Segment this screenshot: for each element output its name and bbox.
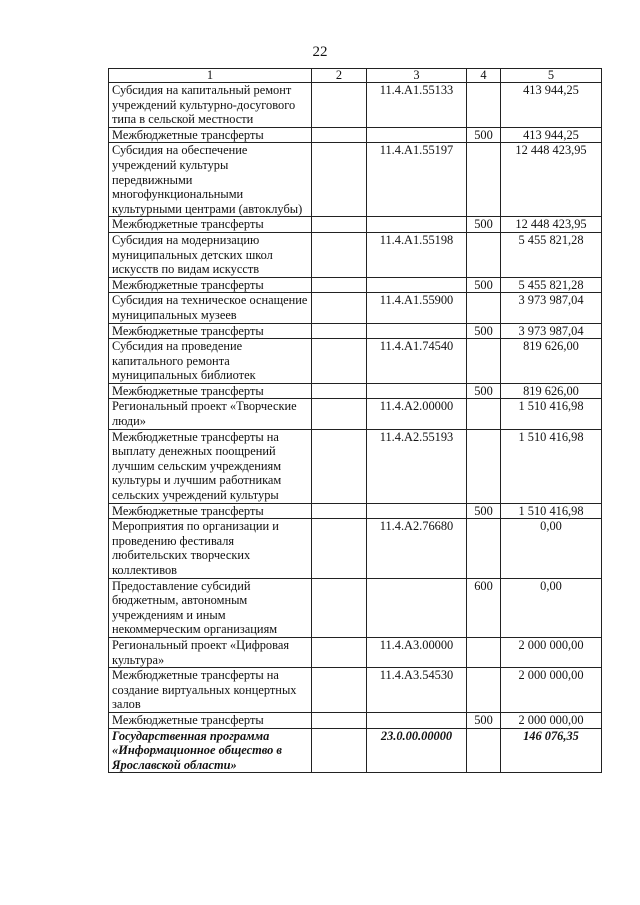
table-row <box>109 429 602 503</box>
row-expense-type-cell: 500 <box>467 712 501 728</box>
row-name-cell: Государственная программа «Информационное общество в Ярославской области» <box>109 728 312 773</box>
row-col2-cell <box>312 217 367 233</box>
table-row <box>109 217 602 233</box>
column-header-5: 5 <box>501 69 602 83</box>
table-row <box>109 293 602 323</box>
row-sum-cell: 2 000 000,00 <box>501 668 602 713</box>
row-expense-type-cell <box>467 429 501 503</box>
row-sum-cell: 12 448 423,95 <box>501 217 602 233</box>
row-col2-cell <box>312 127 367 143</box>
row-code-cell: 23.0.00.00000 <box>367 728 467 773</box>
table-row <box>109 519 602 578</box>
row-col2-cell <box>312 399 367 429</box>
row-sum-cell: 0,00 <box>501 519 602 578</box>
row-expense-type-cell <box>467 232 501 277</box>
row-code-cell: 11.4.A1.55197 <box>367 143 467 217</box>
table-row <box>109 637 602 667</box>
column-header-4: 4 <box>467 69 501 83</box>
row-sum-cell: 12 448 423,95 <box>501 143 602 217</box>
row-name-cell: Мероприятия по организации и проведению фестиваля любительских творческих коллективов <box>109 519 312 578</box>
row-code-cell <box>367 503 467 519</box>
row-sum-cell: 413 944,25 <box>501 83 602 128</box>
row-name-cell: Межбюджетные трансферты <box>109 277 312 293</box>
row-name-cell: Межбюджетные трансферты <box>109 217 312 233</box>
table-row <box>109 668 602 713</box>
row-name-cell: Региональный проект «Цифровая культура» <box>109 637 312 667</box>
row-expense-type-cell <box>467 637 501 667</box>
column-header-3: 3 <box>367 69 467 83</box>
row-expense-type-cell: 600 <box>467 578 501 637</box>
row-sum-cell: 2 000 000,00 <box>501 637 602 667</box>
row-name-cell: Субсидия на техническое оснащение муниципальных музеев <box>109 293 312 323</box>
row-expense-type-cell <box>467 143 501 217</box>
column-header-2: 2 <box>312 69 367 83</box>
column-header-1: 1 <box>109 69 312 83</box>
row-sum-cell: 819 626,00 <box>501 383 602 399</box>
table-header-row <box>109 69 602 83</box>
row-sum-cell: 413 944,25 <box>501 127 602 143</box>
row-code-cell <box>367 127 467 143</box>
table-row <box>109 339 602 384</box>
table-row <box>109 277 602 293</box>
row-code-cell <box>367 712 467 728</box>
row-col2-cell <box>312 637 367 667</box>
row-sum-cell: 3 973 987,04 <box>501 293 602 323</box>
table-body <box>109 69 602 773</box>
row-col2-cell <box>312 578 367 637</box>
row-code-cell: 11.4.A2.00000 <box>367 399 467 429</box>
row-name-cell: Региональный проект «Творческие люди» <box>109 399 312 429</box>
row-code-cell: 11.4.A3.54530 <box>367 668 467 713</box>
row-code-cell: 11.4.A1.55133 <box>367 83 467 128</box>
row-expense-type-cell <box>467 293 501 323</box>
row-expense-type-cell <box>467 728 501 773</box>
row-code-cell: 11.4.A2.76680 <box>367 519 467 578</box>
row-sum-cell: 5 455 821,28 <box>501 232 602 277</box>
row-col2-cell <box>312 383 367 399</box>
row-sum-cell: 2 000 000,00 <box>501 712 602 728</box>
row-name-cell: Межбюджетные трансферты <box>109 127 312 143</box>
row-sum-cell: 3 973 987,04 <box>501 323 602 339</box>
row-sum-cell: 5 455 821,28 <box>501 277 602 293</box>
row-expense-type-cell: 500 <box>467 383 501 399</box>
row-name-cell: Межбюджетные трансферты <box>109 712 312 728</box>
row-col2-cell <box>312 503 367 519</box>
row-col2-cell <box>312 712 367 728</box>
row-expense-type-cell <box>467 339 501 384</box>
row-expense-type-cell: 500 <box>467 323 501 339</box>
row-expense-type-cell <box>467 668 501 713</box>
table-row <box>109 712 602 728</box>
table-total-row <box>109 728 602 773</box>
page-number: 22 <box>312 44 328 60</box>
row-name-cell: Межбюджетные трансферты <box>109 323 312 339</box>
row-col2-cell <box>312 429 367 503</box>
row-code-cell: 11.4.A3.00000 <box>367 637 467 667</box>
table-row <box>109 323 602 339</box>
row-col2-cell <box>312 277 367 293</box>
row-col2-cell <box>312 232 367 277</box>
row-expense-type-cell: 500 <box>467 503 501 519</box>
table-row <box>109 232 602 277</box>
row-code-cell <box>367 383 467 399</box>
row-col2-cell <box>312 143 367 217</box>
row-col2-cell <box>312 519 367 578</box>
row-name-cell: Межбюджетные трансферты на создание виртуальных концертных залов <box>109 668 312 713</box>
row-expense-type-cell <box>467 83 501 128</box>
table-row <box>109 143 602 217</box>
row-sum-cell: 1 510 416,98 <box>501 503 602 519</box>
row-sum-cell: 1 510 416,98 <box>501 399 602 429</box>
table-row <box>109 127 602 143</box>
row-sum-cell: 0,00 <box>501 578 602 637</box>
row-expense-type-cell: 500 <box>467 127 501 143</box>
row-code-cell <box>367 323 467 339</box>
table-row <box>109 399 602 429</box>
row-name-cell: Межбюджетные трансферты <box>109 503 312 519</box>
row-name-cell: Предоставление субсидий бюджетным, автономным учреждениям и иным некоммерческим организациям <box>109 578 312 637</box>
row-code-cell: 11.4.A2.55193 <box>367 429 467 503</box>
row-expense-type-cell: 500 <box>467 277 501 293</box>
row-sum-cell: 1 510 416,98 <box>501 429 602 503</box>
row-name-cell: Субсидия на модернизацию муниципальных детских школ искусств по видам искусств <box>109 232 312 277</box>
row-name-cell: Субсидия на капитальный ремонт учреждений культурно-досугового типа в сельской местности <box>109 83 312 128</box>
row-col2-cell <box>312 83 367 128</box>
table-row <box>109 83 602 128</box>
row-expense-type-cell: 500 <box>467 217 501 233</box>
row-code-cell: 11.4.A1.74540 <box>367 339 467 384</box>
row-col2-cell <box>312 668 367 713</box>
row-sum-cell: 146 076,35 <box>501 728 602 773</box>
row-col2-cell <box>312 323 367 339</box>
row-col2-cell <box>312 728 367 773</box>
table-row <box>109 383 602 399</box>
row-code-cell <box>367 217 467 233</box>
row-col2-cell <box>312 339 367 384</box>
row-name-cell: Субсидия на проведение капитального ремонта муниципальных библиотек <box>109 339 312 384</box>
table-row <box>109 503 602 519</box>
row-col2-cell <box>312 293 367 323</box>
row-code-cell: 11.4.A1.55900 <box>367 293 467 323</box>
table-row <box>109 578 602 637</box>
row-name-cell: Субсидия на обеспечение учреждений культуры передвижными многофункциональными культурными центрами (автоклубы) <box>109 143 312 217</box>
row-expense-type-cell <box>467 399 501 429</box>
row-code-cell <box>367 578 467 637</box>
row-code-cell: 11.4.A1.55198 <box>367 232 467 277</box>
row-expense-type-cell <box>467 519 501 578</box>
row-name-cell: Межбюджетные трансферты на выплату денежных поощрений лучшим сельским учреждениям культуры и лучшим работникам сельских учреждений культуры <box>109 429 312 503</box>
row-name-cell: Межбюджетные трансферты <box>109 383 312 399</box>
row-code-cell <box>367 277 467 293</box>
budget-table <box>108 68 602 773</box>
row-sum-cell: 819 626,00 <box>501 339 602 384</box>
